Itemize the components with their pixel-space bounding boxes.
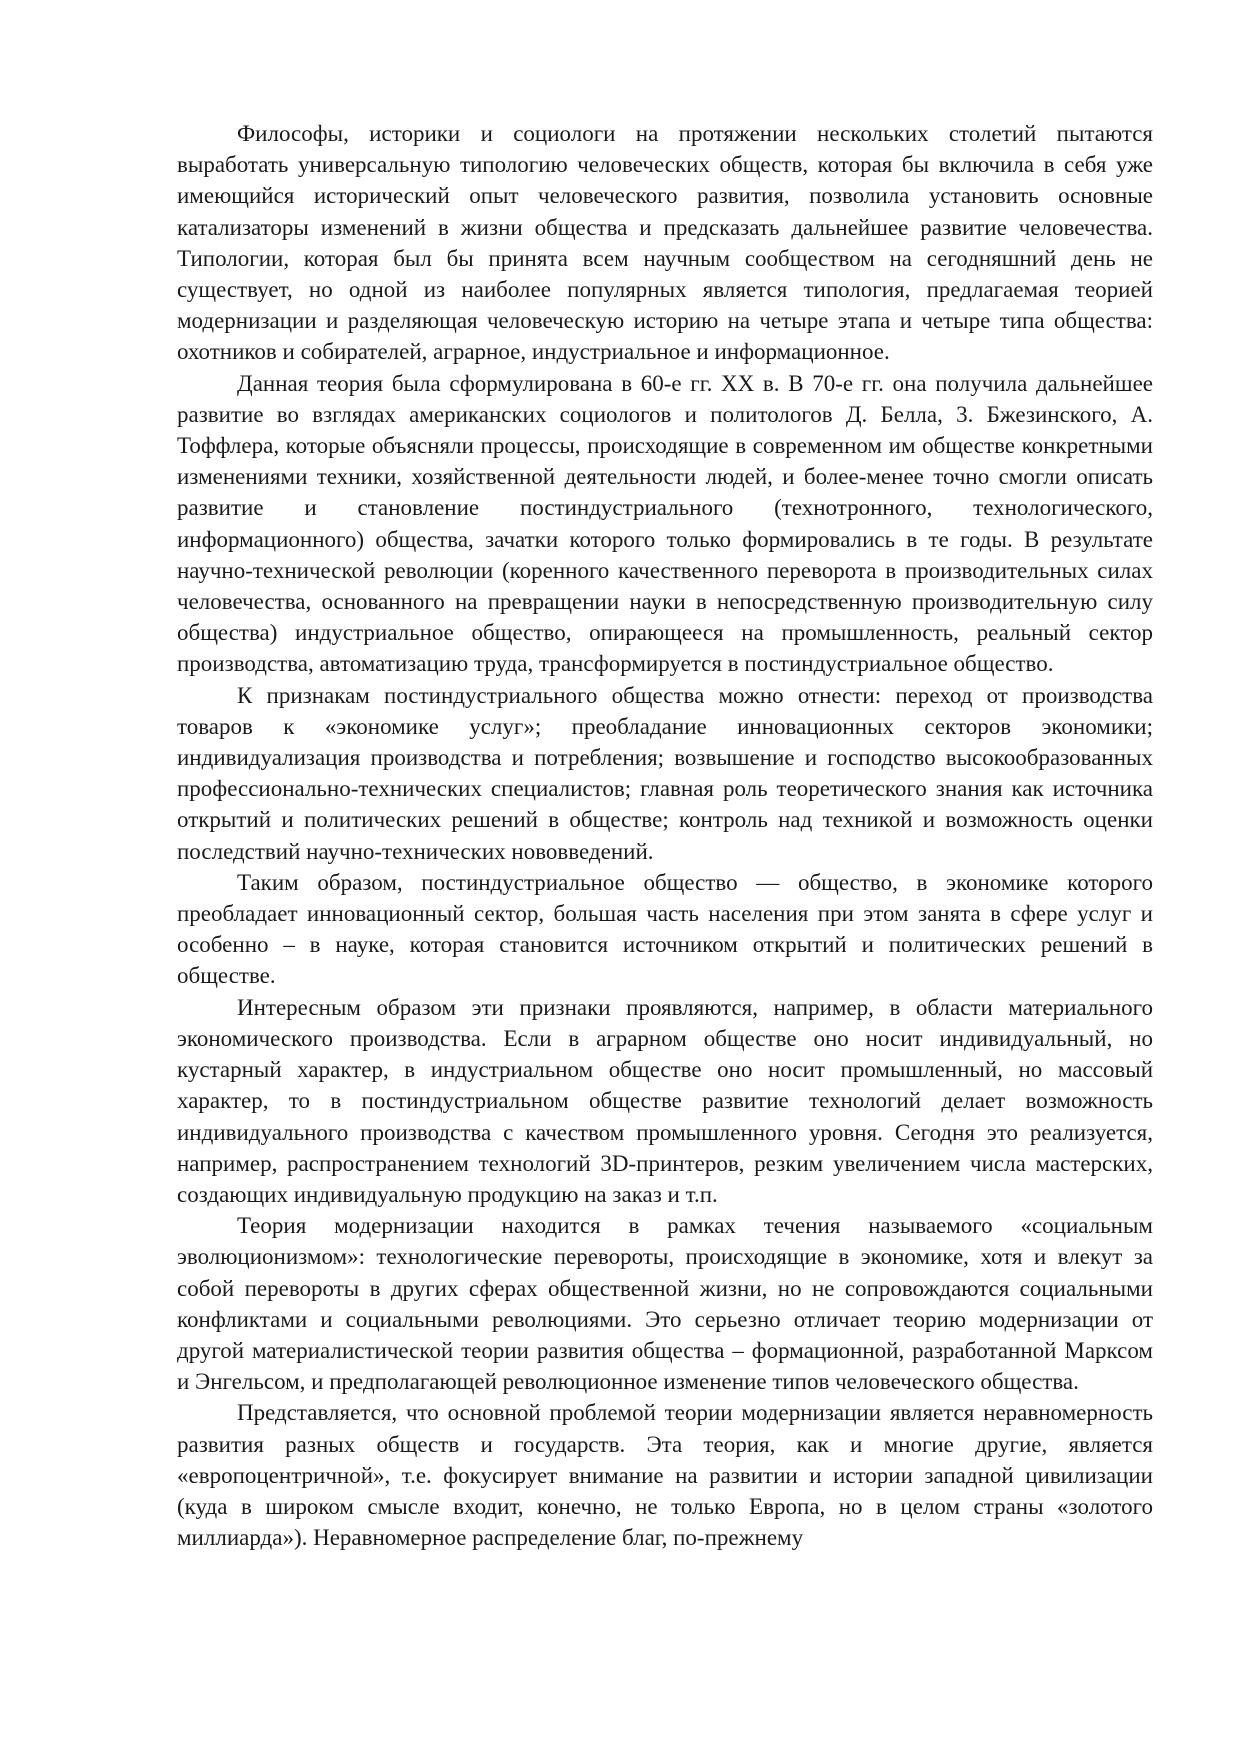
paragraph: Интересным образом эти признаки проявляются, например, в области материального экономического производства. Если в аграрном обществе оно носит индивидуальный, но кустарный характер, в индустриальном обществе оно носит промышленный, но массовый характер, то в постиндустриальном обществе развитие технологий делает возможность индивидуального производства с качеством промышленного уровня. Сегодня это реализуется, например, распространением технологий 3D-принтеров, резким увеличением числа мастерских, создающих индивидуальную продукцию на заказ и т.п. — [177, 994, 1153, 1207]
paragraph: Теория модернизации находится в рамках течения называемого «социальным эволюционизмом»: технологические перевороты, происходящие в экономике, хотя и влекут за собой перевороты в других сферах общественной жизни, но не сопровождаются социальными конфликтами и социальными революциями. Это серьезно отличает теорию модернизации от другой материалистической теории развития общества – формационной, разработанной Марксом и Энгельсом, и предполагающей революционное изменение типов человеческого общества. — [177, 1213, 1153, 1395]
document-body — [177, 118, 1153, 1553]
paragraph: Данная теория была сформулирована в 60-е гг. XX в. В 70-е гг. она получила дальнейшее развитие во взглядах американских социологов и политологов Д. Белла, 3. Бжезинского, А. Тоффлера, которые объясняли процессы, происходящие в современном им обществе конкретными изменениями техники, хозяйственной деятельности людей, и более-менее точно смогли описать развитие и становление постиндустриального (технотронного, технологического, информационного) общества, зачатки которого только формировались в те годы. В результате научно-технической революции (коренного качественного переворота в производительных силах человечества, основанного на превращении науки в непосредственную производительную силу общества) индустриальное общество, опирающееся на промышленность, реальный сектор производства, автоматизацию труда, трансформируется в постиндустриальное общество. — [177, 370, 1153, 677]
paragraph: Философы, историки и социологи на протяжении нескольких столетий пытаются выработать универсальную типологию человеческих обществ, которая бы включила в себя уже имеющийся исторический опыт человеческого развития, позволила установить основные катализаторы изменений в жизни общества и предсказать дальнейшее развитие человечества. Типологии, которая был бы принята всем научным сообществом на сегодняшний день не существует, но одной из наиболее популярных является типология, предлагаемая теорией модернизации и разделяющая человеческую историю на четыре этапа и четыре типа общества: охотников и собирателей, аграрное, индустриальное и информационное. — [177, 121, 1153, 365]
paragraph: Представляется, что основной проблемой теории модернизации является неравномерность развития разных обществ и государств. Эта теория, как и многие другие, является «европоцентричной», т.е. фокусирует внимание на развитии и истории западной цивилизации (куда в широком смысле входит, конечно, не только Европа, но в целом страны «золотого миллиарда»). Неравномерное распределение благ, по-прежнему — [177, 1400, 1153, 1551]
paragraph: К признакам постиндустриального общества можно отнести: переход от производства товаров к «экономике услуг»; преобладание инновационных секторов экономики; индивидуализация производства и потребления; возвышение и господство высокообразованных профессионально-технических специалистов; главная роль теоретического знания как источника открытий и политических решений в обществе; контроль над техникой и возможность оценки последствий научно-технических нововведений. — [177, 682, 1153, 864]
paragraph: Таким образом, постиндустриальное общество — общество, в экономике которого преобладает инновационный сектор, большая часть населения при этом занята в сфере услуг и особенно – в науке, которая становится источником открытий и политических решений в обществе. — [177, 869, 1153, 989]
